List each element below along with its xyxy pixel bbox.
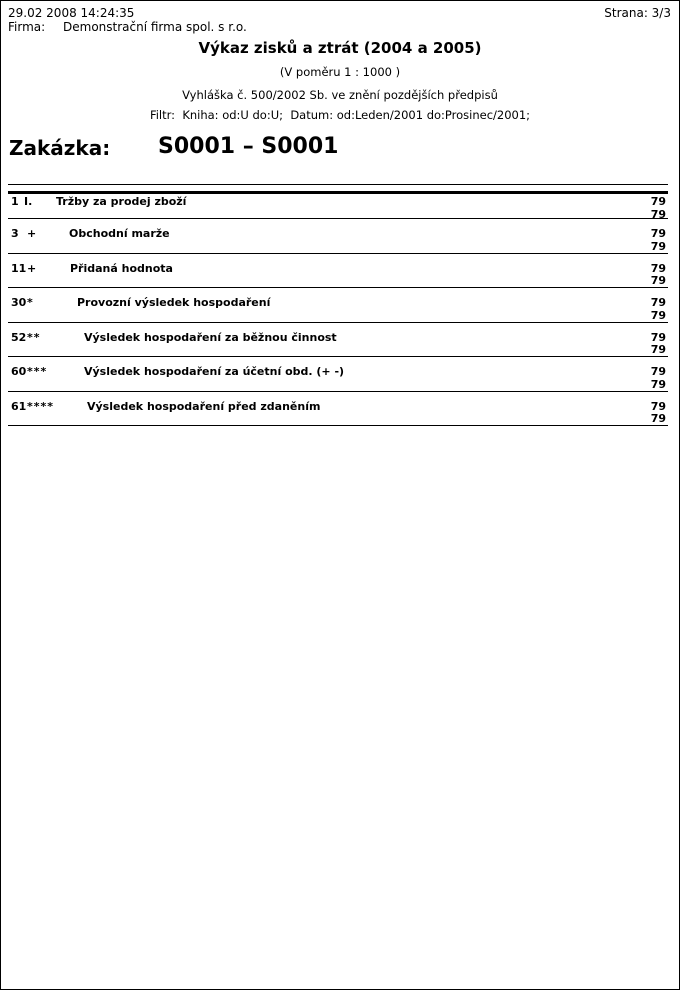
row-value-previous: 79	[650, 207, 666, 221]
row-line-current	[8, 196, 668, 209]
table-row	[8, 323, 668, 358]
table-row	[8, 219, 668, 254]
row-line-previous	[8, 379, 668, 392]
row-value-current: 79	[650, 296, 666, 309]
row-value-previous: 79	[650, 412, 666, 425]
row-marker: *	[27, 296, 34, 309]
row-value-previous: 79	[650, 343, 666, 356]
row-value-previous: 79	[650, 377, 666, 391]
row-label: Výsledek hospodaření za účetní obd. (+ -)	[84, 365, 345, 378]
row-line-current	[8, 332, 668, 345]
row-value-current: 79	[650, 195, 666, 208]
row-value-previous: 79	[650, 239, 666, 253]
row-line-current	[8, 228, 668, 241]
row-marker: **	[27, 330, 41, 344]
row-marker: ****	[27, 399, 55, 413]
row-label: Přidaná hodnota	[70, 261, 173, 275]
row-line-current	[8, 263, 668, 276]
firm-label: Firma:	[8, 20, 46, 34]
row-line-current	[8, 297, 668, 310]
row-label: Provozní výsledek hospodaření	[77, 296, 271, 309]
row-label: Výsledek hospodaření před zdaněním	[87, 399, 321, 413]
row-marker: I.	[24, 195, 33, 208]
row-value-previous: 79	[650, 274, 666, 287]
order-label: Zakázka:	[9, 136, 111, 160]
table-row	[8, 357, 668, 392]
report-title: Výkaz zisků a ztrát (2004 a 2005)	[198, 39, 482, 57]
row-line-previous	[8, 275, 668, 288]
row-marker: ***	[27, 365, 48, 378]
regulation-note: Vyhláška č. 500/2002 Sb. ve znění pozdějších předpisů	[182, 88, 498, 102]
row-line-previous	[8, 310, 668, 323]
row-value-previous: 79	[650, 308, 666, 322]
row-line-previous	[8, 413, 668, 426]
row-value-current: 79	[650, 399, 666, 413]
table-top-thin-rule	[8, 184, 668, 185]
firm-line	[8, 21, 247, 34]
row-marker: +	[27, 227, 38, 240]
row-value-current: 79	[650, 261, 666, 275]
row-line-current	[8, 366, 668, 379]
firm-name: Demonstrační firma spol. s r.o.	[63, 20, 247, 34]
row-label: Tržby za prodej zboží	[56, 195, 187, 208]
ratio-note: (V poměru 1 : 1000 )	[279, 65, 401, 79]
row-marker: +	[27, 261, 38, 275]
row-number: 60	[11, 365, 27, 378]
printed-at-timestamp: 29.02 2008 14:24:35	[8, 6, 135, 20]
row-number: 52	[11, 330, 27, 344]
row-label: Obchodní marže	[69, 227, 170, 240]
row-number: 3	[11, 227, 19, 240]
table-rows	[8, 194, 668, 426]
row-number: 1	[11, 195, 19, 208]
row-line-previous	[8, 344, 668, 357]
row-value-current: 79	[650, 330, 666, 344]
row-line-current	[8, 401, 668, 414]
table-row	[8, 392, 668, 427]
row-number: 11	[11, 261, 27, 275]
row-label: Výsledek hospodaření za běžnou činnost	[84, 330, 337, 344]
row-number: 30	[11, 296, 27, 309]
order-value: S0001 – S0001	[158, 134, 339, 159]
page-indicator: Strana: 3/3	[604, 6, 671, 20]
row-number: 61	[11, 399, 27, 413]
table-row	[8, 194, 668, 219]
table-row	[8, 288, 668, 323]
table-row	[8, 254, 668, 289]
report-table	[8, 184, 668, 426]
row-line-previous	[8, 241, 668, 254]
row-value-current: 79	[650, 227, 666, 240]
filter-note: Filtr: Kniha: od:U do:U; Datum: od:Leden/2001 do:Prosinec/2001;	[149, 108, 531, 122]
row-value-current: 79	[650, 365, 666, 378]
